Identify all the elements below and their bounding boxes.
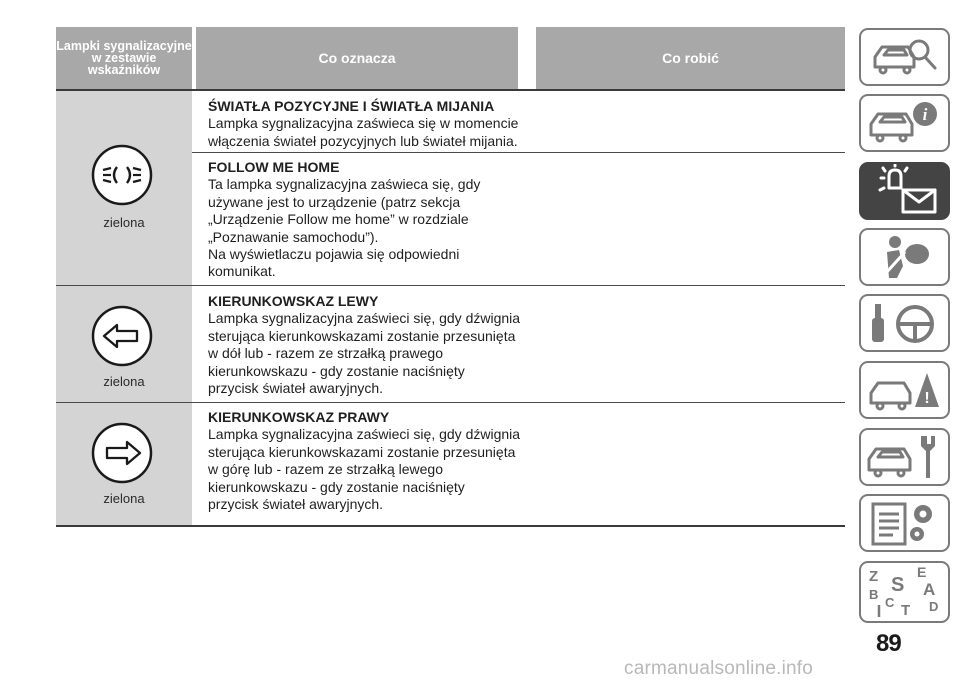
nav-tab-index[interactable] bbox=[859, 561, 950, 623]
svg-text:i: i bbox=[922, 105, 928, 124]
car-search-icon bbox=[861, 30, 948, 84]
position-lights-icon bbox=[90, 143, 154, 207]
nav-tab-car-info[interactable] bbox=[859, 94, 950, 152]
section-line: sterująca kierunkowskazami zostanie przesunięta bbox=[208, 327, 516, 344]
section-title: KIERUNKOWSKAZ PRAWY bbox=[208, 409, 390, 425]
nav-tab-car-search[interactable] bbox=[859, 28, 950, 86]
lamp-cell-position-lights bbox=[56, 91, 192, 285]
lamp-color-label: zielona bbox=[103, 374, 145, 389]
section-line: w dół lub - razem ze strzałką prawego bbox=[208, 345, 443, 362]
index-letter: S bbox=[891, 574, 905, 596]
car-info-icon bbox=[861, 96, 948, 150]
table-bottom-border bbox=[56, 525, 845, 527]
section-line: „Poznawanie samochodu”). bbox=[208, 228, 379, 245]
car-breakdown-icon bbox=[861, 363, 948, 417]
index-letter: B bbox=[869, 587, 879, 602]
section-line: w górę lub - razem ze strzałką lewego bbox=[208, 461, 443, 478]
section-line: Lampka sygnalizacyjna zaświeci się, gdy dźwignia bbox=[208, 310, 521, 327]
section-right-indicator bbox=[208, 409, 538, 513]
lamp-cell-left-indicator bbox=[56, 286, 192, 402]
warning-light-message-icon bbox=[861, 164, 948, 218]
section-line: „Urządzenie Follow me home” w rozdziale bbox=[208, 211, 469, 228]
nav-tab-specifications[interactable] bbox=[859, 494, 950, 552]
lamp-cell-right-indicator bbox=[56, 403, 192, 525]
index-letter: A bbox=[923, 580, 936, 599]
index-letter: D bbox=[929, 599, 939, 614]
svg-text:!: ! bbox=[924, 390, 930, 407]
key-steering-wheel-icon bbox=[861, 296, 948, 350]
lamp-color-label: zielona bbox=[103, 215, 145, 230]
section-title: KIERUNKOWSKAZ LEWY bbox=[208, 293, 379, 309]
row-divider bbox=[192, 152, 845, 153]
header-action: Co robić bbox=[536, 27, 845, 89]
right-turn-arrow-icon bbox=[90, 421, 154, 485]
section-position-lights bbox=[208, 98, 538, 150]
nav-tab-emergency[interactable] bbox=[859, 361, 950, 419]
section-follow-me-home bbox=[208, 159, 538, 281]
header-meaning: Co oznacza bbox=[196, 27, 518, 89]
section-line: sterująca kierunkowskazami zostanie przesunięta bbox=[208, 443, 516, 460]
left-turn-arrow-icon bbox=[90, 304, 154, 368]
section-line: przycisk świateł awaryjnych. bbox=[208, 496, 384, 513]
specifications-gear-icon bbox=[861, 496, 948, 550]
index-letter: C bbox=[885, 595, 895, 610]
alphabetical-index-icon bbox=[861, 563, 948, 621]
car-service-icon bbox=[861, 430, 948, 484]
lamp-color-label: zielona bbox=[103, 491, 145, 506]
section-line: kierunkowskazu - gdy zostanie naciśnięty bbox=[208, 478, 465, 495]
section-line: kierunkowskazu - gdy zostanie naciśnięty bbox=[208, 362, 465, 379]
section-line: Ta lampka sygnalizacyjna zaświeca się, gdy bbox=[208, 176, 481, 193]
section-line: używane jest to urządzenie (patrz sekcja bbox=[208, 193, 461, 210]
page-number: 89 bbox=[876, 630, 901, 657]
section-line: przycisk świateł awaryjnych. bbox=[208, 380, 384, 397]
nav-tab-warning-lights[interactable] bbox=[859, 162, 950, 220]
header-lamps: Lampki sygnalizacyjne w zestawie wskaźników bbox=[56, 27, 192, 89]
section-line: włączenia świateł pozycyjnych lub świateł mijania. bbox=[208, 132, 518, 149]
watermark: carmanualsonline.info bbox=[624, 658, 814, 679]
nav-tab-safety[interactable] bbox=[859, 228, 950, 286]
section-title: ŚWIATŁA POZYCYJNE I ŚWIATŁA MIJANIA bbox=[208, 98, 495, 114]
airbag-seatbelt-icon bbox=[861, 230, 948, 284]
nav-tab-starting-driving[interactable] bbox=[859, 294, 950, 352]
section-line: Lampka sygnalizacyjna zaświeca się w momencie bbox=[208, 115, 519, 132]
section-title: FOLLOW ME HOME bbox=[208, 159, 340, 175]
section-line: Lampka sygnalizacyjna zaświeci się, gdy dźwignia bbox=[208, 426, 521, 443]
index-letter: Z bbox=[869, 568, 879, 585]
section-line: Na wyświetlaczu pojawia się odpowiedni bbox=[208, 246, 460, 263]
index-letter: E bbox=[917, 564, 927, 580]
section-left-indicator bbox=[208, 293, 538, 397]
nav-tab-maintenance[interactable] bbox=[859, 428, 950, 486]
section-line: komunikat. bbox=[208, 263, 276, 280]
index-letter: T bbox=[901, 602, 911, 619]
